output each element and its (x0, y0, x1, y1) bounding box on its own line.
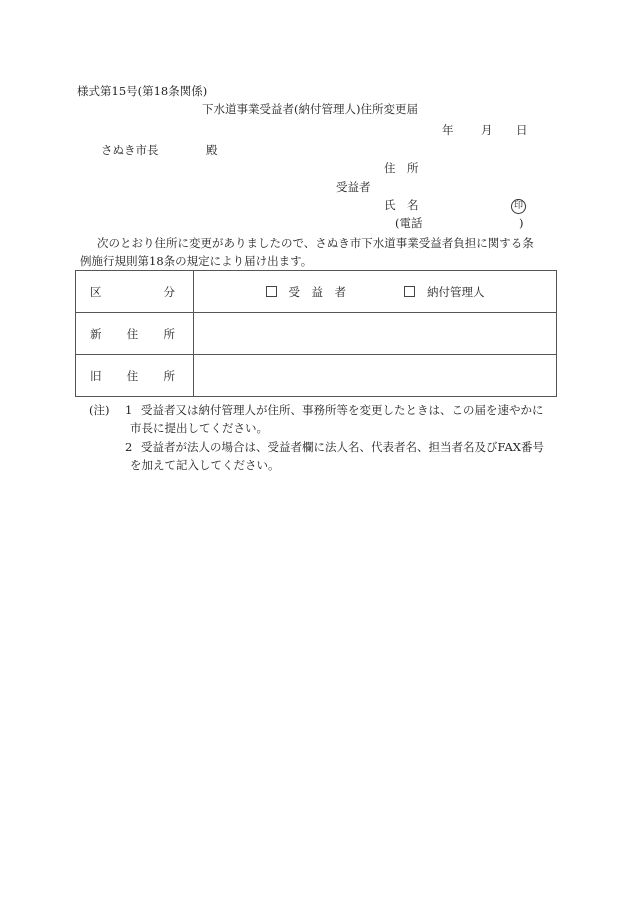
body-text-line2: 例施行規則第18条の規定により届け出ます。 (80, 254, 313, 268)
label-char: 所 (163, 326, 175, 341)
table-row-new-address (76, 313, 557, 355)
document-title: 下水道事業受益者(納付管理人)住所変更届 (202, 102, 418, 116)
label-char: 所 (163, 368, 175, 383)
new-address-field[interactable] (194, 313, 557, 355)
note-1-line2: 市長に提出してください。 (130, 421, 268, 435)
table-row-category (76, 271, 557, 313)
notes-prefix: (注) (89, 403, 110, 417)
choice-payment-manager[interactable]: 納付管理人 (404, 284, 485, 300)
beneficiary-label: 受益者 (336, 180, 371, 194)
seal-icon: 印 (511, 199, 526, 214)
address-label: 住 所 (384, 161, 419, 175)
choice-beneficiary[interactable]: 受 益 者 (266, 284, 347, 300)
old-address-field[interactable] (194, 355, 557, 397)
seal-mark (511, 197, 526, 214)
note-1-line1: 受益者又は納付管理人が住所、事務所等を変更したときは、この届を速やかに (141, 403, 544, 417)
category-label-char: 区 (90, 284, 102, 299)
old-address-label-cell (76, 355, 194, 397)
addressee-honorific: 殿 (206, 143, 218, 157)
category-label-char: 分 (163, 284, 175, 299)
date-month-label: 月 (481, 123, 493, 137)
category-choices-cell (194, 271, 557, 313)
category-label-cell (76, 271, 194, 313)
label-char: 住 (126, 368, 139, 383)
form-number: 様式第15号(第18条関係) (77, 84, 208, 98)
note-1-number: 1 (125, 403, 133, 417)
checkbox-icon[interactable] (266, 286, 277, 297)
label-char: 新 (90, 326, 102, 341)
phone-open: (電話 (395, 216, 423, 230)
new-address-label-cell (76, 313, 194, 355)
label-char: 旧 (90, 368, 102, 383)
note-2-number: 2 (125, 440, 133, 454)
date-day-label: 日 (516, 123, 528, 137)
table-row-old-address (76, 355, 557, 397)
label-char: 住 (126, 326, 139, 341)
body-text-line1: 次のとおり住所に変更がありましたので、さぬき市下水道事業受益者負担に関する条 (97, 236, 534, 250)
checkbox-icon[interactable] (404, 286, 415, 297)
date-year-label: 年 (442, 123, 454, 137)
change-table (75, 270, 557, 397)
name-label: 氏 名 (384, 198, 419, 212)
phone-close: ) (519, 216, 524, 230)
note-2-line1: 受益者が法人の場合は、受益者欄に法人名、代表者名、担当者名及びFAX番号 (141, 440, 544, 454)
note-2-line2: を加えて記入してください。 (130, 458, 280, 472)
addressee-name: さぬき市長 (101, 143, 159, 157)
